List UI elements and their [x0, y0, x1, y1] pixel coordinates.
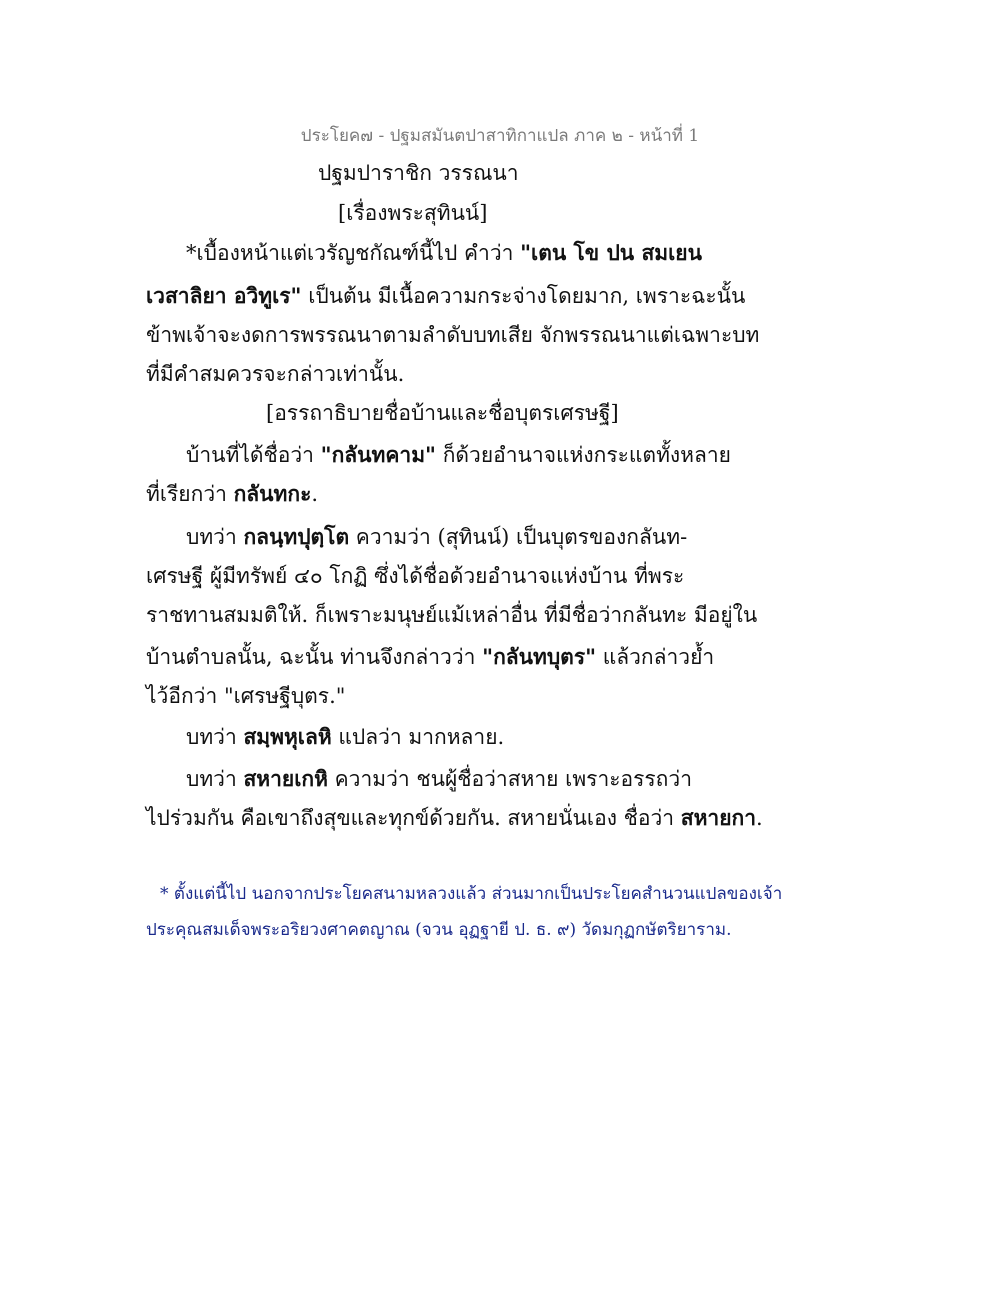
paragraph-line: ราชทานสมมติให้. ก็เพราะมนุษย์แม้เหล่าอื่น ที่มีชื่อว่ากลันทะ มีอยู่ใน — [146, 603, 758, 627]
paragraph-line — [146, 281, 866, 311]
text-run: บทว่า — [186, 725, 244, 749]
text-run: บทว่า — [186, 525, 244, 549]
text-run: ความว่า ชนผู้ชื่อว่าสหาย เพราะอรรถว่า — [327, 767, 692, 791]
pali-term: "เตน โข ปน สมเยน — [520, 240, 702, 265]
pali-term: เวสาลิยา อวิทูเร" — [146, 283, 302, 308]
paragraph-line — [186, 238, 906, 268]
section-subtitle: [เรื่องพระสุทินน์] — [338, 201, 488, 225]
footnote-line: * ตั้งแต่นี้ไป นอกจากประโยคสนามหลวงแล้ว ส่วนมากเป็นประโยคสำนวนแปลของเจ้า — [160, 884, 783, 904]
page-header: ประโยค๗ - ปฐมสมันตปาสาทิกาแปล ภาค ๒ - หน้าที่ 1 — [300, 126, 700, 146]
paragraph-line — [186, 764, 906, 794]
paragraph-line — [186, 440, 906, 470]
paragraph-line — [146, 479, 866, 509]
paragraph-line — [186, 522, 906, 552]
text-run: . — [311, 482, 319, 506]
pali-term: กลนฺทปุตฺโต — [243, 524, 350, 549]
text-run: ที่เรียกว่า — [146, 482, 234, 506]
text-run: *เบื้องหน้าแต่เวรัญชกัณฑ์นี้ไป คำว่า — [186, 241, 521, 265]
pali-term: สมฺพหุเลหิ — [243, 724, 332, 749]
pali-term: "กลันทบุตร" — [482, 644, 597, 669]
text-run: ไปร่วมกัน คือเขาถึงสุขและทุกข์ด้วยกัน. สหายนั่นเอง ชื่อว่า — [146, 806, 681, 830]
text-run: บทว่า — [186, 767, 244, 791]
paragraph-line: เศรษฐี ผู้มีทรัพย์ ๔๐ โกฏิ ซึ่งได้ชื่อด้วยอำนาจแห่งบ้าน ที่พระ — [146, 564, 685, 588]
text-run: . — [756, 806, 763, 830]
text-run: แปลว่า มากหลาย. — [331, 725, 505, 749]
text-run: ความว่า (สุทินน์) เป็นบุตรของกลันท- — [349, 525, 688, 549]
pali-term: กลันทกะ — [233, 481, 312, 506]
paragraph-line — [146, 642, 866, 672]
paragraph-line: ข้าพเจ้าจะงดการพรรณนาตามลำดับบทเสีย จักพรรณนาแต่เฉพาะบท — [146, 323, 760, 347]
text-run: ก็ด้วยอำนาจแห่งกระแตทั้งหลาย — [436, 443, 731, 467]
paragraph-line — [146, 803, 866, 833]
section-title: ปฐมปาราชิก วรรณนา — [318, 161, 519, 185]
text-run: แล้วกล่าวย้ำ — [596, 645, 715, 669]
footnote-line: ประคุณสมเด็จพระอริยวงศาคตญาณ (จวน อุฏฐายี ป. ธ. ๙) วัดมกุฏกษัตริยาราม. — [146, 920, 732, 940]
pali-term: "กลันทคาม" — [320, 442, 437, 467]
pali-term: สหายเกหิ — [243, 766, 328, 791]
paragraph-line: ไว้อีกว่า "เศรษฐีบุตร." — [146, 684, 346, 708]
text-run: บ้านตำบลนั้น, ฉะนั้น ท่านจึงกล่าวว่า — [146, 645, 483, 669]
text-run: บ้านที่ได้ชื่อว่า — [186, 443, 321, 467]
paragraph-line: ที่มีคำสมควรจะกล่าวเท่านั้น. — [146, 362, 405, 386]
paragraph-line — [186, 722, 906, 752]
text-run: เป็นต้น มีเนื้อความกระจ่างโดยมาก, เพราะฉะนั้น — [301, 284, 746, 308]
pali-term: สหายกา — [680, 805, 757, 830]
section-subtitle: [อรรถาธิบายชื่อบ้านและชื่อบุตรเศรษฐี] — [266, 401, 619, 425]
